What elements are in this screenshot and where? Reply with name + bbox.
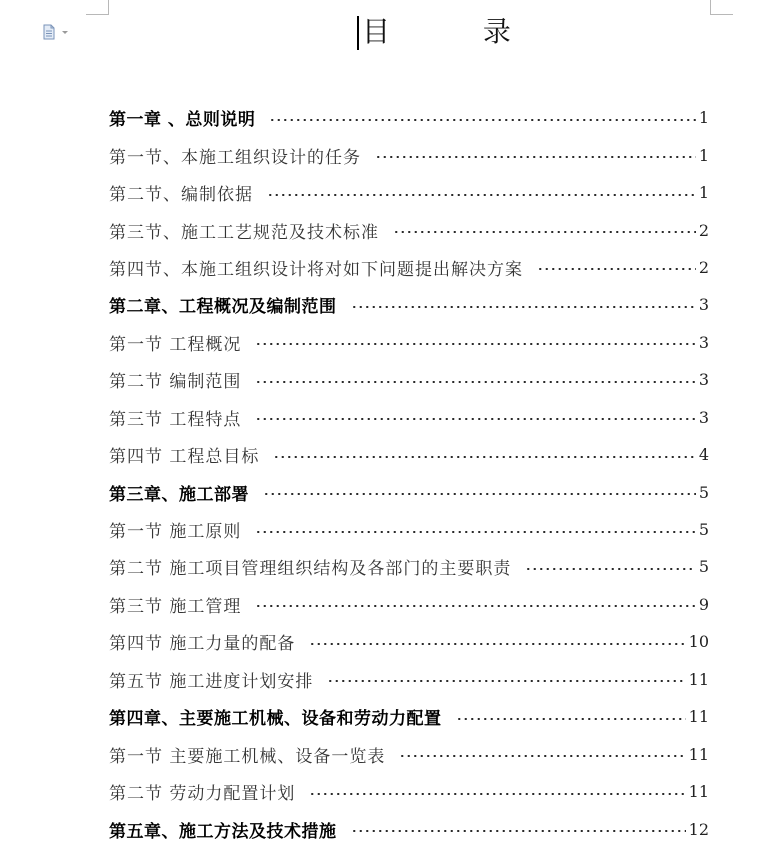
dot-leader bbox=[255, 381, 695, 383]
toc-page-number: 5 bbox=[698, 557, 709, 577]
toc-entry-label: 第一节 施工原则 bbox=[109, 522, 242, 543]
dot-leader bbox=[393, 231, 696, 233]
toc-section-entry[interactable] bbox=[109, 548, 709, 585]
toc-page-number: 5 bbox=[698, 520, 709, 540]
toc-page-number: 3 bbox=[698, 407, 709, 427]
dot-leader bbox=[327, 680, 685, 682]
toc-entry-label: 第三节 施工管理 bbox=[109, 596, 242, 617]
dot-leader bbox=[255, 605, 695, 607]
toc-entry-label: 第一节 主要施工机械、设备一览表 bbox=[109, 746, 386, 767]
dot-leader bbox=[263, 493, 696, 495]
toc-page-number: 9 bbox=[698, 594, 709, 614]
document-icon[interactable] bbox=[42, 24, 72, 40]
toc-chapter-entry[interactable] bbox=[109, 810, 709, 847]
dot-leader bbox=[525, 568, 695, 570]
toc-entry-label: 第三节 工程特点 bbox=[109, 409, 242, 430]
toc-entry-label: 第二节 劳动力配置计划 bbox=[109, 784, 296, 805]
dot-leader bbox=[273, 456, 695, 458]
toc-section-entry[interactable] bbox=[109, 511, 709, 548]
page-corner-mark-right bbox=[710, 0, 733, 15]
toc-page-number: 11 bbox=[688, 782, 709, 802]
toc-section-entry[interactable] bbox=[109, 586, 709, 623]
toc-page-number: 5 bbox=[698, 482, 709, 502]
toc-chapter-entry[interactable] bbox=[109, 698, 709, 735]
toc-entry-label: 第五节 施工进度计划安排 bbox=[109, 671, 314, 692]
toc-page-number: 1 bbox=[698, 183, 709, 203]
text-cursor bbox=[357, 16, 359, 50]
toc-entry-label: 第五章、施工方法及技术措施 bbox=[109, 821, 337, 842]
toc-page-number: 3 bbox=[698, 295, 709, 315]
toc-section-entry[interactable] bbox=[109, 324, 709, 361]
toc-entry-label: 第二节 施工项目管理组织结构及各部门的主要职责 bbox=[109, 559, 512, 580]
toc-page-number: 4 bbox=[698, 445, 709, 465]
toc-page-number: 11 bbox=[688, 707, 709, 727]
dot-leader bbox=[399, 755, 685, 757]
toc-section-entry[interactable] bbox=[109, 249, 709, 286]
dot-leader bbox=[269, 119, 695, 121]
dot-leader bbox=[255, 418, 695, 420]
toc-section-entry[interactable] bbox=[109, 174, 709, 211]
page-title: 目 录 bbox=[362, 15, 553, 48]
toc-section-entry[interactable] bbox=[109, 623, 709, 660]
page-corner-mark-left bbox=[86, 0, 109, 15]
toc-page-number: 2 bbox=[698, 220, 709, 240]
toc-page-number: 3 bbox=[698, 370, 709, 390]
toc-entry-label: 第四节、本施工组织设计将对如下问题提出解决方案 bbox=[109, 259, 523, 280]
dot-leader bbox=[255, 531, 695, 533]
toc-section-entry[interactable] bbox=[109, 361, 709, 398]
toc-section-entry[interactable] bbox=[109, 436, 709, 473]
toc-page-number: 11 bbox=[688, 744, 709, 764]
toc-section-entry[interactable] bbox=[109, 773, 709, 810]
dot-leader bbox=[375, 156, 696, 158]
toc-chapter-entry[interactable] bbox=[109, 473, 709, 510]
dot-leader bbox=[255, 343, 695, 345]
toc-section-entry[interactable] bbox=[109, 399, 709, 436]
toc-entry-label: 第四节 工程总目标 bbox=[109, 447, 260, 468]
toc-page-number: 3 bbox=[698, 332, 709, 352]
toc-page-number: 12 bbox=[688, 819, 709, 839]
table-of-contents bbox=[109, 99, 709, 848]
toc-entry-label: 第一节、本施工组织设计的任务 bbox=[109, 147, 361, 168]
toc-entry-label: 第一章 、总则说明 bbox=[109, 110, 256, 131]
dot-leader bbox=[309, 793, 685, 795]
toc-entry-label: 第四节 施工力量的配备 bbox=[109, 634, 296, 655]
toc-page-number: 1 bbox=[698, 145, 709, 165]
toc-entry-label: 第三节、施工工艺规范及技术标准 bbox=[109, 222, 379, 243]
toc-entry-label: 第二节 编制范围 bbox=[109, 372, 242, 393]
toc-section-entry[interactable] bbox=[109, 661, 709, 698]
toc-page-number: 1 bbox=[698, 108, 709, 128]
dot-leader bbox=[267, 194, 696, 196]
dot-leader bbox=[351, 306, 696, 308]
toc-entry-label: 第三章、施工部署 bbox=[109, 484, 249, 505]
toc-page-number: 2 bbox=[698, 257, 709, 277]
toc-entry-label: 第二章、工程概况及编制范围 bbox=[109, 297, 337, 318]
dot-leader bbox=[309, 643, 685, 645]
toc-chapter-entry[interactable] bbox=[109, 286, 709, 323]
toc-entry-label: 第二节、编制依据 bbox=[109, 185, 253, 206]
dot-leader bbox=[456, 718, 686, 720]
toc-section-entry[interactable] bbox=[109, 211, 709, 248]
toc-chapter-entry[interactable] bbox=[109, 99, 709, 136]
toc-page-number: 11 bbox=[688, 669, 709, 689]
toc-section-entry[interactable] bbox=[109, 136, 709, 173]
toc-section-entry[interactable] bbox=[109, 735, 709, 772]
dot-leader bbox=[537, 268, 696, 270]
toc-page-number: 10 bbox=[688, 632, 709, 652]
dot-leader bbox=[351, 830, 686, 832]
toc-entry-label: 第一节 工程概况 bbox=[109, 334, 242, 355]
toc-entry-label: 第四章、主要施工机械、设备和劳动力配置 bbox=[109, 709, 442, 730]
